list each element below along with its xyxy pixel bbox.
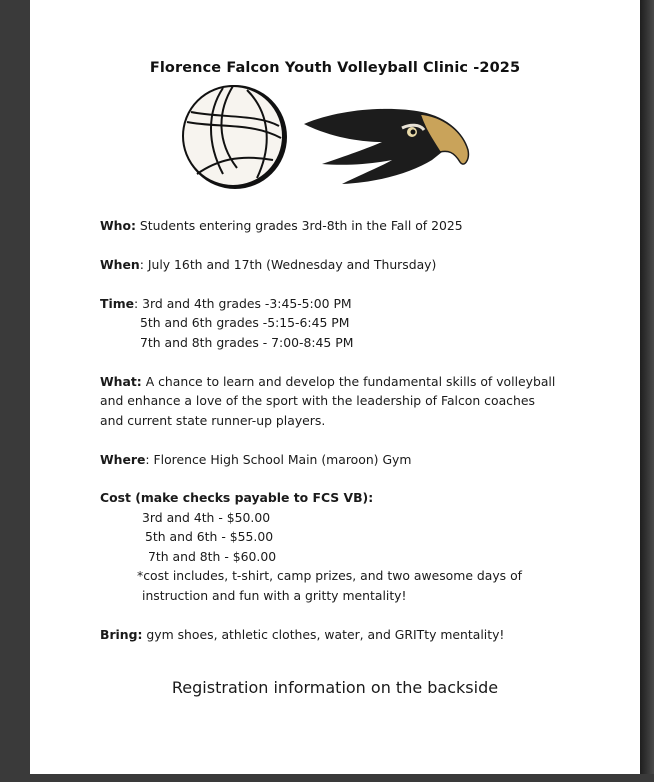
where-text: : Florence High School Main (maroon) Gym: [145, 452, 412, 467]
bring-line: [100, 627, 504, 643]
who-line: [100, 218, 463, 234]
bring-text: gym shoes, athletic clothes, water, and GRITty mentality!: [142, 627, 505, 642]
bring-label: Bring:: [100, 627, 143, 642]
cost-item: 3rd and 4th - $50.00: [142, 510, 271, 525]
time-line-1: [100, 296, 352, 312]
cost-item: 7th and 8th - $60.00: [148, 549, 277, 564]
when-text: : July 16th and 17th (Wednesday and Thursday): [139, 257, 437, 272]
who-label: Who:: [100, 218, 136, 233]
registration-note: Registration information on the backside: [171, 678, 499, 697]
what-line-3: and current state runner-up players.: [100, 413, 326, 428]
what-line-1: [100, 374, 555, 390]
viewer-edge-right: [640, 0, 654, 782]
volleyball-icon: [177, 82, 289, 194]
when-label: When: [100, 257, 140, 272]
cost-label: Cost (make checks payable to FCS VB):: [100, 490, 374, 505]
cost-note-1: *cost includes, t-shirt, camp prizes, and two awesome days of: [137, 568, 523, 583]
flyer-title: Florence Falcon Youth Volleyball Clinic -2025: [149, 60, 521, 76]
what-text-1: A chance to learn and develop the fundamental skills of volleyball: [145, 374, 556, 389]
where-label: Where: [100, 452, 146, 467]
viewer-edge-bottom: [0, 774, 654, 782]
who-text: Students entering grades 3rd-8th in the Fall of 2025: [139, 218, 463, 233]
time-label: Time: [100, 296, 135, 311]
falcon-head-icon: [302, 102, 472, 190]
what-line-2: and enhance a love of the sport with the leadership of Falcon coaches: [100, 393, 535, 408]
cost-item: 5th and 6th - $55.00: [145, 529, 274, 544]
where-line: [100, 452, 411, 468]
time-line-3: 7th and 8th grades - 7:00-8:45 PM: [140, 335, 354, 350]
when-line: [100, 257, 436, 273]
time-text-1: : 3rd and 4th grades -3:45-5:00 PM: [134, 296, 352, 311]
what-label: What:: [100, 374, 142, 389]
cost-note-2: instruction and fun with a gritty mentality!: [142, 588, 407, 603]
flyer-page: [30, 0, 640, 774]
time-line-2: 5th and 6th grades -5:15-6:45 PM: [140, 315, 350, 330]
